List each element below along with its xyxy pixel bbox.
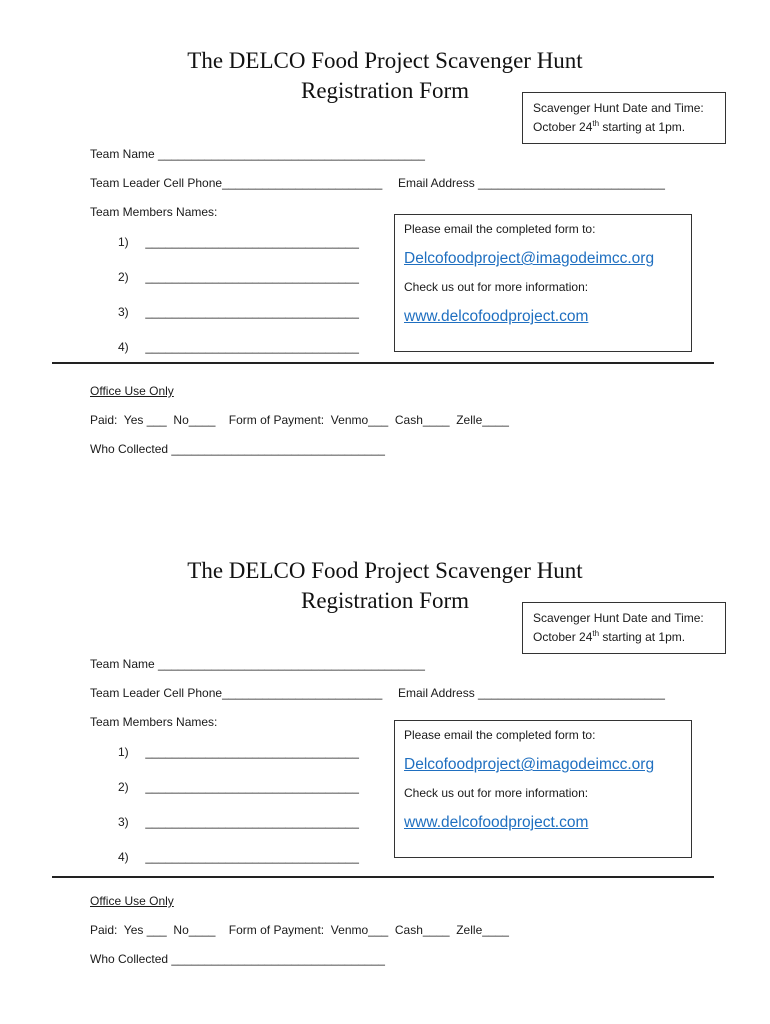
date-ordinal: th: [592, 119, 600, 128]
registration-form-1: [0, 0, 770, 500]
member-field-1[interactable]: 1) ________________________________: [118, 745, 359, 759]
date-time-label: Scavenger Hunt Date and Time:: [533, 611, 704, 625]
form-title-line1: The DELCO Food Project Scavenger Hunt: [187, 558, 583, 583]
date-text: October 24: [533, 630, 593, 644]
team-leader-phone-field[interactable]: Team Leader Cell Phone________________________: [90, 176, 383, 190]
team-members-label: Team Members Names:: [90, 205, 218, 219]
date-ordinal: th: [592, 629, 600, 638]
team-leader-phone-field[interactable]: Team Leader Cell Phone________________________: [90, 686, 383, 700]
payment-line[interactable]: Paid: Yes ___ No____ Form of Payment: Venmo___ Cash____ Zelle____: [90, 413, 509, 427]
section-divider: [52, 876, 714, 878]
date-time-label: Scavenger Hunt Date and Time:: [533, 101, 704, 115]
member-field-1[interactable]: 1) ________________________________: [118, 235, 359, 249]
office-use-heading: Office Use Only: [90, 384, 174, 398]
who-collected-field[interactable]: Who Collected ________________________________: [90, 442, 385, 456]
contact-box: [394, 214, 692, 352]
member-field-2[interactable]: 2) ________________________________: [118, 780, 359, 794]
form-title-line2: Registration Form: [300, 588, 470, 613]
email-address-field[interactable]: Email Address ____________________________: [398, 686, 665, 700]
form-title-line1: The DELCO Food Project Scavenger Hunt: [187, 48, 583, 73]
date-time-value: [533, 628, 715, 647]
email-address-field[interactable]: Email Address ____________________________: [398, 176, 665, 190]
email-prompt: Please email the completed form to:: [404, 728, 596, 742]
office-use-heading: Office Use Only: [90, 894, 174, 908]
email-prompt: Please email the completed form to:: [404, 222, 596, 236]
member-field-4[interactable]: 4) ________________________________: [118, 340, 359, 354]
email-link[interactable]: Delcofoodproject@imagodeimcc.org: [404, 756, 655, 773]
date-time-value: [533, 118, 715, 137]
member-field-3[interactable]: 3) ________________________________: [118, 815, 359, 829]
payment-line[interactable]: Paid: Yes ___ No____ Form of Payment: Venmo___ Cash____ Zelle____: [90, 923, 509, 937]
member-field-2[interactable]: 2) ________________________________: [118, 270, 359, 284]
email-link[interactable]: Delcofoodproject@imagodeimcc.org: [404, 250, 655, 267]
member-field-4[interactable]: 4) ________________________________: [118, 850, 359, 864]
registration-form-2: [0, 510, 770, 1010]
member-field-3[interactable]: 3) ________________________________: [118, 305, 359, 319]
date-text: October 24: [533, 120, 593, 134]
date-time-box: [522, 92, 726, 144]
form-title-line2: Registration Form: [300, 78, 470, 103]
team-name-field[interactable]: Team Name ________________________________________: [90, 147, 425, 161]
who-collected-field[interactable]: Who Collected ________________________________: [90, 952, 385, 966]
time-text: starting at 1pm.: [599, 120, 686, 134]
website-link[interactable]: www.delcofoodproject.com: [404, 308, 589, 325]
team-members-label: Team Members Names:: [90, 715, 218, 729]
team-name-field[interactable]: Team Name ________________________________________: [90, 657, 425, 671]
time-text: starting at 1pm.: [599, 630, 686, 644]
info-prompt: Check us out for more information:: [404, 786, 589, 800]
section-divider: [52, 362, 714, 364]
date-time-box: [522, 602, 726, 654]
contact-box: [394, 720, 692, 858]
website-link[interactable]: www.delcofoodproject.com: [404, 814, 589, 831]
info-prompt: Check us out for more information:: [404, 280, 589, 294]
